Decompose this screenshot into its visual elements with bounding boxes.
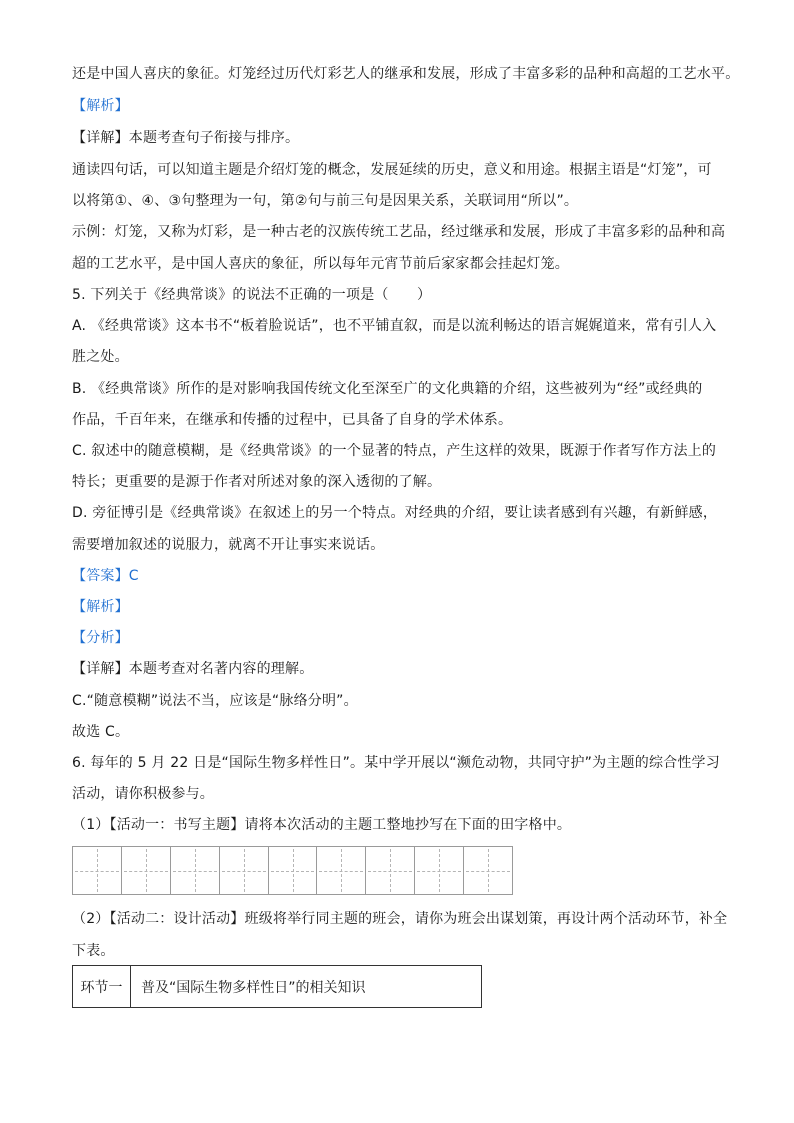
option-a-line-2: 胜之处。 <box>72 349 129 365</box>
tianzige-grid <box>72 846 513 895</box>
grid-cell <box>366 847 415 894</box>
table-cell-content: 普及“国际生物多样性日”的相关知识 <box>141 979 366 996</box>
option-b-line-1: B. 《经典常谈》所作的是对影响我国传统文化至深至广的文化典籍的介绍，这些被列为“经”或经典的 <box>72 381 703 397</box>
option-c-line-1: C. 叙述中的随意模糊，是《经典常谈》的一个显著的特点，产生这样的效果，既源于作者写作方法上的 <box>72 443 717 459</box>
grid-cell <box>171 847 220 894</box>
grid-cell <box>73 847 122 894</box>
detail-line: 【详解】本题考查对名著内容的理解。 <box>72 661 314 677</box>
grid-cell <box>269 847 318 894</box>
table-cell-label: 环节一 <box>73 966 131 1007</box>
text-line-3: 【详解】本题考查句子衔接与排序。 <box>72 130 300 146</box>
text-line-7: 超的工艺水平，是中国人喜庆的象征，所以每年元宵节前后家家都会挂起灯笼。 <box>72 256 569 272</box>
grid-cell <box>415 847 464 894</box>
text-line-4: 通读四句话，可以知道主题是介绍灯笼的概念，发展延续的历史，意义和用途。根据主语是“灯笼”，可 <box>72 162 712 178</box>
text-line-1: 还是中国人喜庆的象征。灯笼经过历代灯彩艺人的继承和发展，形成了丰富多彩的品种和高超的工艺水平。 <box>72 66 740 82</box>
option-d-line-2: 需要增加叙述的说服力，就离不开让事实来说话。 <box>72 537 385 553</box>
question-6-line-1: 6. 每年的 5 月 22 日是“国际生物多样性日”。某中学开展以“濒危动物，共同守护”为主题的综合性学习 <box>72 755 720 771</box>
text-line-6: 示例：灯笼，又称为灯彩，是一种古老的汉族传统工艺品，经过继承和发展，形成了丰富多彩的品种和高 <box>72 224 726 240</box>
analysis-breakdown-tag: 【分析】 <box>72 630 129 646</box>
analysis-tag: 【解析】 <box>72 98 129 114</box>
grid-cell <box>122 847 171 894</box>
option-b-line-2: 作品，千百年来，在继承和传播的过程中，已具备了自身的学术体系。 <box>72 412 513 428</box>
option-d-line-1: D. 旁征博引是《经典常谈》在叙述上的另一个特点。对经典的介绍，要让读者感到有兴趣，有新鲜感， <box>72 505 718 521</box>
option-c-line-2: 特长；更重要的是源于作者对所述对象的深入透彻的了解。 <box>72 474 442 490</box>
analysis-tag-2: 【解析】 <box>72 599 129 615</box>
activity-2-line-2: 下表。 <box>72 943 115 959</box>
question-5: 5. 下列关于《经典常谈》的说法不正确的一项是（ ） <box>72 287 432 303</box>
option-a-line-1: A. 《经典常谈》这本书不“板着脸说话”，也不平铺直叙，而是以流利畅达的语言娓娓道来，常有引人入 <box>72 318 717 334</box>
activity-table <box>72 965 482 1008</box>
activity-1-line: （1）【活动一：书写主题】请将本次活动的主题工整地抄写在下面的田字格中。 <box>72 817 572 833</box>
activity-2-line-1: （2）【活动二：设计活动】班级将举行同主题的班会，请你为班会出谋划策，再设计两个活动环节，补全 <box>72 911 728 927</box>
grid-cell <box>464 847 512 894</box>
grid-cell <box>317 847 366 894</box>
choice-line: 故选 C。 <box>72 724 130 740</box>
grid-cell <box>220 847 269 894</box>
answer-tag: 【答案】C <box>72 568 139 584</box>
explanation-line: C.“随意模糊”说法不当，应该是“脉络分明”。 <box>72 693 358 709</box>
text-line-5: 以将第①、④、③句整理为一句，第②句与前三句是因果关系，关联词用“所以”。 <box>72 193 579 209</box>
question-6-line-2: 活动，请你积极参与。 <box>72 786 214 802</box>
